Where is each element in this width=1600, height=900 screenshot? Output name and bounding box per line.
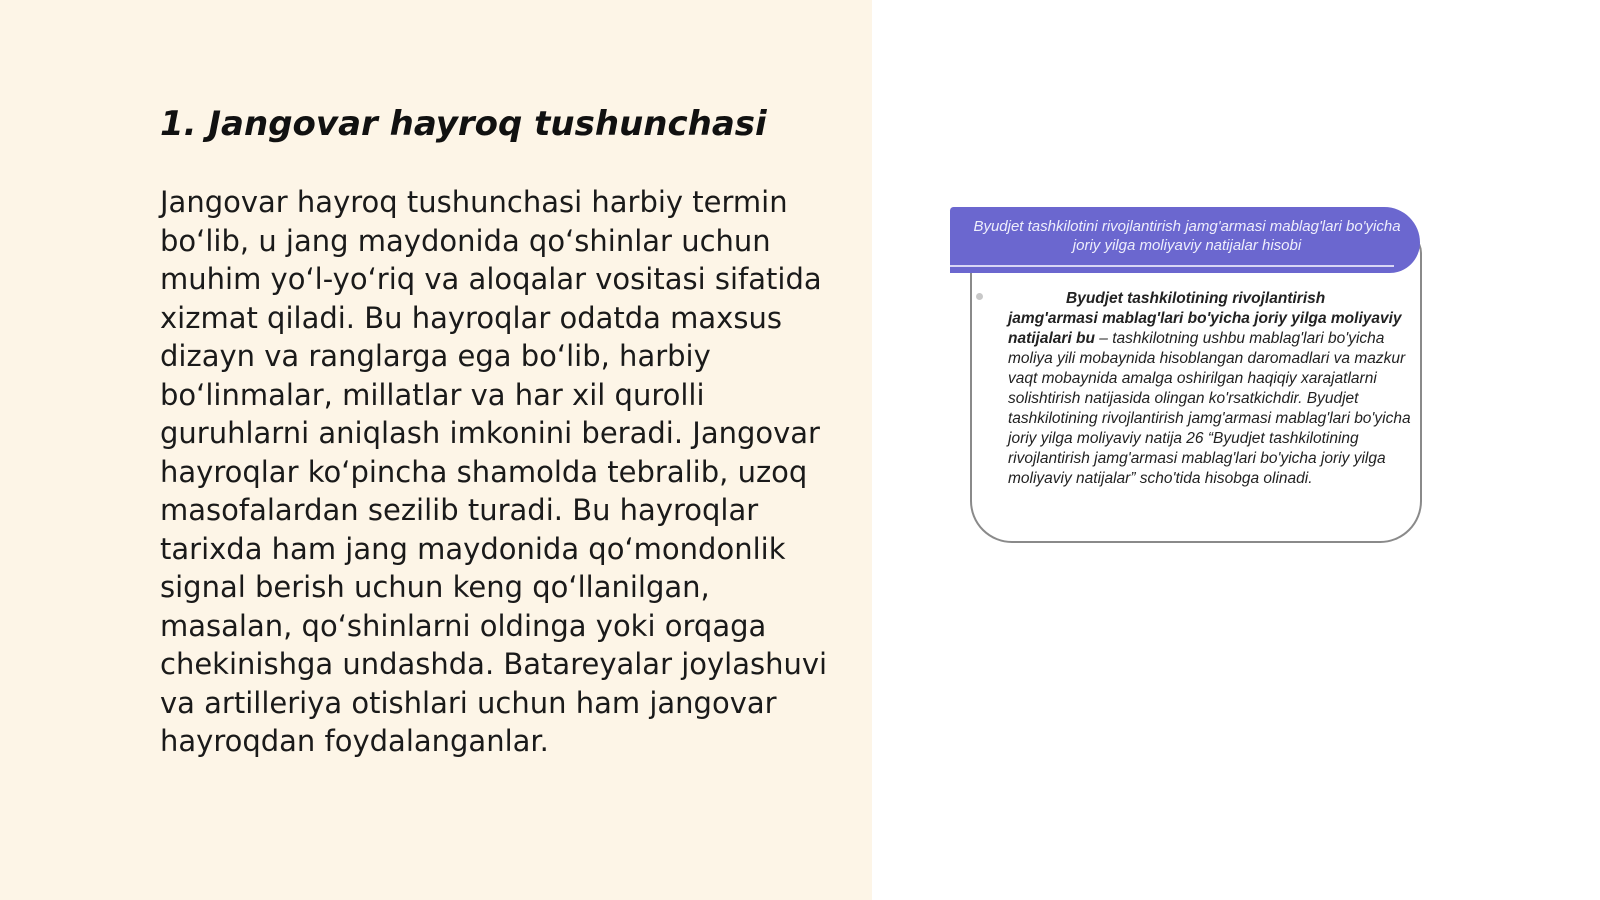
card-header-text: Byudjet tashkilotini rivojlantirish jamg'armasi mablag'lari bo'yicha joriy yilga moliyaviy natijalar hisobi xyxy=(973,218,1401,254)
body-paragraph: Jangovar hayroq tushunchasi harbiy termin boʻlib, u jang maydonida qoʻshinlar uchun muhim yoʻl-yoʻriq va aloqalar vositasi sifatida xizmat qiladi. Bu hayroqlar odatda maxsus dizayn va ranglarga ega boʻlib, harbiy boʻlinmalar, millatlar va har xil qurolli guruhlarni aniqlash imkonini beradi. Jangovar hayroqlar koʻpincha shamolda tebralib, uzoq masofalardan sezilib turadi. Bu hayroqlar tarixda ham jang maydonida qoʻmondonlik signal berish uchun keng qoʻllanilgan, masalan, qoʻshinlarni oldinga yoki orqaga chekinishga undashda. Batareyalar joylashuvi va artilleriya otishlari uchun ham jangovar hayroqdan foydalanganlar. xyxy=(160,185,828,758)
card-lead-text: Byudjet tashkilotining rivojlantirish jamg'armasi mablag'lari bo'yicha joriy yilga moliyaviy natijalari bu xyxy=(1008,290,1402,347)
info-card xyxy=(950,207,1428,545)
slide-title: 1. Jangovar hayroq tushunchasi xyxy=(160,104,767,144)
card-body-text: – tashkilotning ushbu mablag'lari bo'yicha moliya yili mobaynida hisoblangan daromadlari va mazkur vaqt mobaynida amalga oshirilgan haqiqiy xarajatlarni solishtirish natijasida olingan ko'rsatkichdir. Byudjet tashkilotining rivojlantirish jamg'armasi mablag'lari bo'yicha joriy yilga moliyaviy natija 26 “Byudjet tashkilotining rivojlantirish jamg'armasi mablag'lari bo'yicha joriy yilga moliyaviy natijalar” scho'tida hisobga olinadi. xyxy=(1008,330,1411,487)
card-paragraph xyxy=(1008,289,1416,489)
bullet-dot-icon xyxy=(976,293,983,300)
card-header-divider xyxy=(950,265,1394,267)
card-header xyxy=(950,207,1420,273)
